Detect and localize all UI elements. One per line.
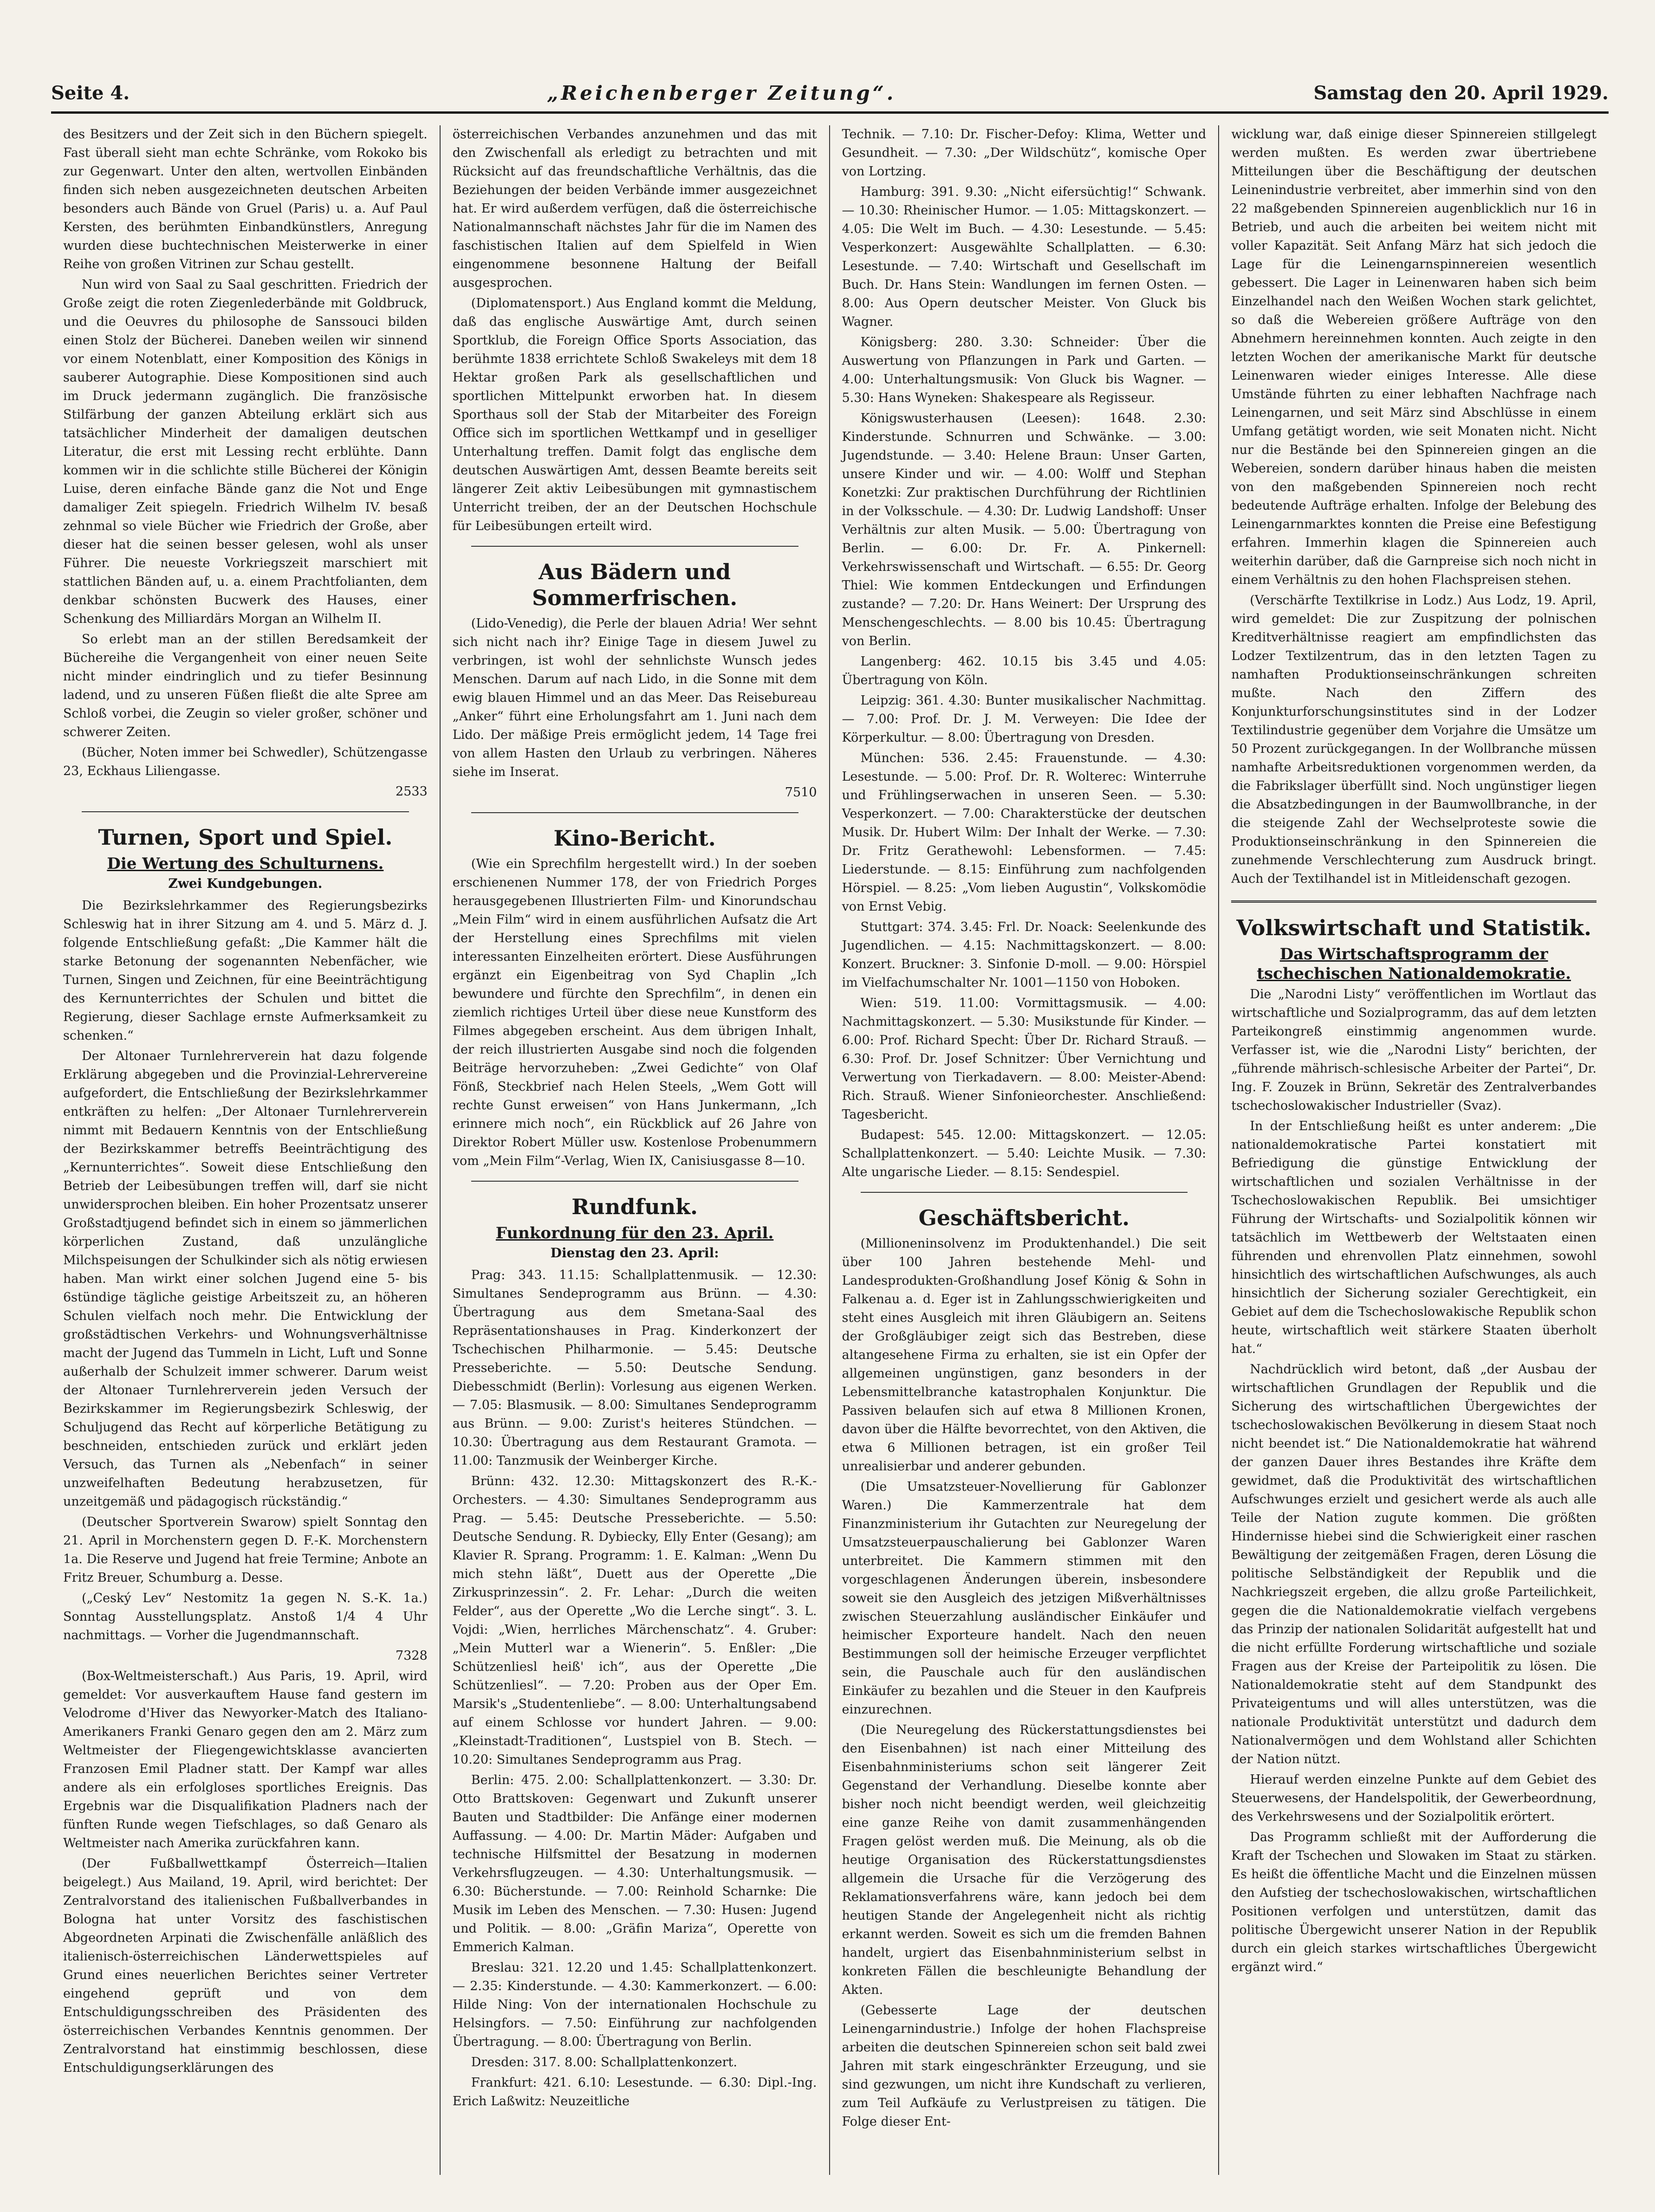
article-subheadline: Zwei Kundgebungen. (168, 876, 323, 891)
article-paragraph: (Die Neuregelung des Rückerstattungsdienstes bei den Eisenbahnen) ist nach einer Mitteilung des Eisenbahnministeriums schon seit längerer Zeit Gegenstand der Verhandlung. Dieselbe konnte aber bisher noch nicht beendigt werden, weil gleichzeitig eine ganze Reihe von damit zusammenhängenden Fragen gelöst werden muß. Die Meinung, als ob die heutige Organisation des Rückerstattungsdienstes allgemein die Ursache für die Verzögerung des Reklamationsverfahrens wäre, kann jedoch bei dem heutigen Stande der Angelegenheit nicht als richtig erkannt werden. Soweit es sich um die fremden Bahnen handelt, urgiert das Eisenbahnministerium selbst in konkreten Fällen die beschleunigte Behandlung der Akten. (842, 1723, 1207, 1997)
article-paragraph: wicklung war, daß einige dieser Spinnereien stillgelegt werden mußten. Es werden zwar übertriebene Mitteilungen über die Beschäftigung der deutschen Leinenindustrie verbreitet, aber immerhin sind von den 22 maßgebenden Spinnereien augenblicklich nur 16 in Betrieb, und auch die arbeiten bei weitem nicht mit voller Kapazität. Seit Anfang März hat sich jedoch die Lage für die Leinengarnspinnereien wesentlich gebessert. Die Lager in Leinenwaren haben sich beim Einzelhandel nach den Weißen Wochen stark gelichtet, so daß die Webereien größere Aufträge von den Abnehmern hereinnehmen konnten. Auch zeigte in den letzten Wochen der amerikanische Markt für deutsche Leinenwaren wieder einiges Interesse. Alle diese Umstände führten zu einer lebhaften Nachfrage nach Leinengarnen, und seit März sind Abschlüsse in einem Umfang getätigt worden, wie seit Monaten nicht. Nicht nur die Bestände bei den Spinnereien gingen an die Webereien, sondern darüber hinaus haben die meisten von den maßgebenden Spinnereien noch recht bedeutende Aufträge erhalten. Infolge der Belebung des Leinengarnmarktes konnten die Preise eine Befestigung erfahren. Immerhin klagen die Spinnereien auch weiterhin darüber, daß die Garnpreise sich noch nicht in einem Verhältnis zu den hohen Flachspreisen stehen. (1231, 127, 1597, 587)
radio-listing: Leipzig: 361. 4.30: Bunter musikalischer Nachmittag. — 7.00: Prof. Dr. J. M. Verweyen: Die Idee der Körperkultur. — 8.00: Übertragung von Dresden. (842, 693, 1207, 745)
ad-number: 7328 (396, 1649, 428, 1663)
radio-listing: Dresden: 317. 8.00: Schallplattenkonzert. (471, 2055, 737, 2070)
divider (471, 1181, 798, 1182)
article-paragraph: (Lido-Venedig), die Perle der blauen Adria! Wer sehnt sich nicht nach ihr? Einige Tage in diesem Juwel zu verbringen, ist wohl der sehnlichste Wunsch jedes Menschen. Darum auf nach Lido, in die Sonne mit dem ewig blauen Himmel und an das Meer. Das Reisebureau „Anker“ führt eine Erholungsfahrt am 1. Juni nach dem Lido. Der mäßige Preis ermöglicht jedem, 14 Tage frei von allem Hasten den Urlaub zu verbringen. Näheres siehe im Inserat. (452, 616, 817, 779)
radio-listing: Frankfurt: 421. 6.10: Lesestunde. — 6.30: Dipl.-Ing. Erich Laßwitz: Neuzeitliche (452, 2076, 817, 2109)
radio-listing: München: 536. 2.45: Frauenstunde. — 4.30: Lesestunde. — 5.00: Prof. Dr. R. Wolterec: Winterruhe und Frühlingserwachen in unseren Seen. — 5.30: Vesperkonzert. — 7.00: Charakterstücke der deutschen Musik. Dr. Hubert Wilm: Der Inhalt der Werke. — 7.30: Dr. Fritz Gerathewohl: Lebensformen. — 7.45: Liederstunde. — 8.15: Einführung zum nachfolgenden Hörspiel. — 8.25: „Vom lieben Augustin“, Volkskomödie von Ernst Vebig. (842, 751, 1207, 914)
article-paragraph: Nachdrücklich wird betont, daß „der Ausbau der wirtschaftlichen Grundlagen der Republik und die Sicherung des wirtschaftlichen Übergewichtes der tschechoslowakischen Bevölkerung in diesem Staat noch nicht beendet ist.“ Die Nationaldemokratie hat während der ganzen Dauer ihres Bestandes ihre Kräfte dem gewidmet, daß die Produktivität des wirtschaftlichen Aufschwunges erzielt und gesichert werde als auch alle Teile der Nation zugute kommen. Die größten Hindernisse hiebei sind die Schwierigkeit einer raschen Bewältigung der zeitgemäßen Fragen, deren Lösung die politische Selbständigkeit der Republik und die Nachkriegszeit ergeben, die allzu große Parteilichkeit, gegen die die Nationaldemokratie vielfach vergebens das Prinzip der nationalen Solidarität aufgestellt hat und die nicht erfüllte Forderung wirtschaftliche und soziale Fragen aus der Kreise der Parteipolitik zu lösen. Die Nationaldemokratie steht auf dem Standpunkt des Privateigentums und will alles unterstützen, was die nationale Produktivität unterstützt und dadurch dem Nationalvermögen und dem Wohlstand aller Schichten der Nation nützt. (1231, 1362, 1597, 1766)
article-paragraph: Das Programm schließt mit der Aufforderung die Kraft der Tschechen und Slowaken im Staat zu stärken. Es heißt die öffentliche Macht und die Einzelnen müssen den Aufstieg der tschechoslowakischen, wirtschaftlichen Positionen verfolgen und unterstützen, damit das politische Übergewicht unserer Nation in der Republik durch ein gleich starkes wirtschaftliches Übergewicht ergänzt wird.“ (1231, 1830, 1597, 1974)
radio-listing: Breslau: 321. 12.20 und 1.45: Schallplattenkonzert. — 2.35: Kinderstunde. — 4.30: Kammerkonzert. — 6.00: Hilde Ning: Von der internationalen Hochschule zu Helsingfors. — 7.50: Einführung zur nachfolgenden Übertragung. — 8.00: Übertragung von Berlin. (452, 1960, 817, 2049)
ad-number: 2533 (396, 784, 428, 799)
radio-listing: Wien: 519. 11.00: Vormittagsmusik. — 4.00: Nachmittagskonzert. — 5.30: Musikstunde für Kinder. — 6.00: Prof. Richard Specht: Über Dr. Richard Strauß. — 6.30: Prof. Dr. Josef Schnitzer: Über Vernichtung und Verwertung von Tierkadavern. — 8.00: Meister-Abend: Rich. Strauß. Wiener Sinfonieorchester. Anschließend: Tagesbericht. (842, 996, 1207, 1122)
article-paragraph: (Deutscher Sportverein Swarow) spielt Sonntag den 21. April in Morchenstern gegen D. F.-K. Morchenstern 1a. Die Reserve und Jugend hat freie Termine; Anbote an Fritz Breuer, Schumburg a. Desse. (63, 1515, 428, 1585)
radio-listing: Prag: 343. 11.15: Schallplattenmusik. — 12.30: Simultanes Sendeprogramm aus Brünn. — 4.30: Übertragung aus dem Smetana-Saal des Repräsentationshauses in Prag. Kinderkonzert der Tschechischen Philharmonie. — 5.45: Deutsche Presseberichte. — 5.50: Deutsche Sendung. Diebesschmidt (Berlin): Vorlesung aus eigenen Werken. — 7.05: Blasmusik. — 8.00: Simultanes Sendeprogramm aus Brünn. — 9.00: Zurist's heiteres Stündchen. — 10.30: Übertragung aus dem Restaurant Gramota. — 11.00: Tanzmusik der Weinberger Kirche. (452, 1268, 817, 1468)
page-number: Seite 4. (51, 82, 130, 104)
article-paragraph: Die Bezirkslehrkammer des Regierungsbezirks Schleswig hat in ihrer Sitzung am 4. und 5. März d. J. folgende Entschließung gefaßt: „Die Kammer hält die starke Betonung der sogenannten Nebenfächer, wie Turnen, Singen und Zeichnen, für eine Beeinträchtigung des Kernunterrichtes der Schulen und bittet die Regierung, dieser Sachlage ernste Aufmerksamkeit zu schenken.“ (63, 899, 428, 1043)
article-paragraph: (Diplomatensport.) Aus England kommt die Meldung, daß das englische Auswärtige Amt, durch seinen Sportklub, die Foreign Office Sports Association, das berühmte 1838 errichtete Schloß Swakeleys mit dem 18 Hektar großen Park als gesellschaftlichen und sportlichen Mittelpunkt erworben hat. In diesem Sporthaus soll der Stab der Mitarbeiter des Foreign Office sich im sportlichen Wettkampf und in geselliger Unterhaltung treffen. Damit folgt das englische dem deutschen Auswärtigen Amt, dessen Beamte bereits seit längerer Zeit aktiv Leibesübungen mit gymnastischem Unterricht treiben, der an der Deutschen Hochschule für Leibesübungen erteilt wird. (452, 296, 817, 533)
column-4 (1219, 125, 1609, 2175)
section-title-baeder: Aus Bädern und Sommerfrischen. (532, 559, 738, 610)
section-title-kino: Kino-Bericht. (553, 826, 716, 851)
advertisement-note: (Bücher, Noten immer bei Schwedler), Schützengasse 23, Eckhaus Liliengasse. (63, 745, 428, 778)
article-subheadline: Dienstag den 23. April: (550, 1245, 719, 1261)
divider (471, 546, 798, 547)
column-1 (51, 125, 441, 2175)
article-paragraph: österreichischen Verbandes anzunehmen und das mit den Zwischenfall als erledigt zu betrachten und mit Rücksicht auf das freundschaftliche Verhältnis, das die Beziehungen der beiden Verbände immer ausgezeichnet hat. Er wird außerdem verfügen, daß die österreichische Nationalmannschaft nächstes Jahr für die im Namen des faschistischen Italien auf dem Spielfeld in Wien eingenommene besonnene Haltung der Beifall ausgesprochen. (452, 127, 817, 290)
article-paragraph: (Box-Weltmeisterschaft.) Aus Paris, 19. April, wird gemeldet: Vor ausverkauftem Hause fand gestern im Velodrome d'Hiver das Newyorker-Match des Italiano-Amerikaners Franki Genaro gegen den am 2. März zum Weltmeister der Fliegengewichtsklasse avancierten Franzosen Emil Pladner statt. Der Kampf war alles andere als ein erfolgloses sportliches Ereignis. Das Ergebnis war die Disqualifikation Pladners nach der fünften Runde wegen Tiefschlages, so daß Genaro als Weltmeister nach Amerika zurückfahren kann. (63, 1669, 428, 1850)
radio-listing: Königswusterhausen (Leesen): 1648. 2.30: Kinderstunde. Schnurren und Schwänke. — 3.00: Jugendstunde. — 3.40: Helene Braun: Unser Garten, unsere Kinder und wir. — 4.00: Wolff und Stephan Konetzki: Zur praktischen Durchführung der Richtlinien in der Volksschule. — 4.30: Dr. Ludwig Landshoff: Unser Verhältnis zur alten Musik. — 5.00: Übertragung von Berlin. — 6.00: Dr. Fr. A. Pinkernell: Verkehrswissenschaft und Wirtschaft. — 6.55: Dr. Georg Thiel: Wie kommen Entdeckungen und Erfindungen zustande? — 7.20: Dr. Hans Weinert: Der Ursprung des Menschengeschlechts. — 8.00 bis 10.45: Übertragung von Berlin. (842, 411, 1207, 648)
column-2 (441, 125, 830, 2175)
divider (861, 1192, 1188, 1193)
article-paragraph: Der Altonaer Turnlehrerverein hat dazu folgende Erklärung abgegeben und die Provinzial-Lehrervereine aufgefordert, die Entschließung der Bezirkslehrkammer entkräften zu helfen: „Der Altonaer Turnlehrerverein nimmt mit Bedauern Kenntnis von der Entschließung der Bezirkskammer betreffs Beeinträchtigung des „Kernunterrichtes“. Soweit diese Entschließung den Betrieb der Leibesübungen treffen will, darf sie nicht unwidersprochen bleiben. Ein hoher Prozentsatz unserer Großstadtjugend befindet sich in einem so jämmerlichen körperlichen Zustand, daß unzulängliche Milchspeisungen der Schulkinder sich als nötig erwiesen haben. Man wirkt einer solchen Jugend eine 5- bis 6stündige tägliche geistige Arbeitszeit zu, an höheren Schulen vielfach noch mehr. Die Entwicklung der großstädtischen Verkehrs- und Wohnungsverhältnisse macht der Jugend das Tummeln in Licht, Luft und Sonne außerhalb der Schulzeit immer schwerer. Darum weist der Altonaer Turnlehrerverein jeden Versuch der Bezirkskammer im Regierungsbezirk Schleswig, der Schuljugend das Recht auf körperliche Betätigung zu beschneiden, entschieden zurück und erklärt jeden Versuch, das Turnen als „Nebenfach“ in seiner unzweifelhaften Bedeutung herabzusetzen, für unzeitgemäß und pädagogisch rückständig.“ (63, 1049, 428, 1509)
section-title-rundfunk: Rundfunk. (571, 1194, 698, 1219)
radio-listing: Berlin: 475. 2.00: Schallplattenkonzert. — 3.30: Dr. Otto Brattskoven: Gegenwart und Zukunft unserer Bauten und Stadtbilder: Die Anfänge einer modernen Auffassung. — 4.00: Dr. Martin Mäder: Aufgaben und technische Hilfsmittel der Besatzung in modernen Verkehrsflugzeugen. — 4.30: Unterhaltungsmusik. — 6.30: Bücherstunde. — 7.00: Reinhold Scharnke: Die Musik im Leben des Menschen. — 7.30: Husen: Jugend und Politik. — 8.00: „Gräfin Mariza“, Operette von Emmerich Kalman. (452, 1773, 817, 1954)
radio-listing: Budapest: 545. 12.00: Mittagskonzert. — 12.05: Schallplattenkonzert. — 5.40: Leichte Musik. — 7.30: Alte ungarische Lieder. — 8.15: Sendespiel. (842, 1128, 1207, 1179)
article-paragraph: Hierauf werden einzelne Punkte auf dem Gebiet des Steuerwesens, der Handelspolitik, der Gewerbeordnung, des Verkehrswesens und der Sozialpolitik erörtert. (1231, 1772, 1597, 1824)
article-paragraph: (Die Umsatzsteuer-Novellierung für Gablonzer Waren.) Die Kammerzentrale hat dem Finanzministerium ihr Gutachten zur Neuregelung der Umsatzsteuerpauschalierung bei Gablonzer Waren unterbreitet. Die Kammern stimmen mit den vorgeschlagenen Änderungen überein, insbesondere soweit sie den Ausgleich des jetzigen Mißverhältnisses zwischen Steuerzahlung ausländischer Einkäufer und heimischer Exporteure handelt. Nach den neuen Bestimmungen soll der heimische Erzeuger verpflichtet sein, die Pauschale auch für den ausländischen Einkäufer zu bezahlen und die Steuer in den Kaufpreis einzurechnen. (842, 1480, 1207, 1717)
article-paragraph: (Millioneninsolvenz im Produktenhandel.) Die seit über 100 Jahren bestehende Mehl- und Landesprodukten-Großhandlung Josef König & Sohn in Falkenau a. d. Eger ist in Zahlungsschwierigkeiten und steht eines Ausgleich mit ihren Gläubigern an. Seitens der Großgläubiger zeigt sich das Bestreben, diese altangesehene Firma zu erhalten, sie ist ein Opfer der allgemeinen ungünstigen, ganz besonders in der Lebensmittelbranche katastrophalen Konjunktur. Die Passiven belaufen sich auf etwa 8 Millionen Kronen, davon über die Hälfte bevorrechtet, von den Aktiven, die etwa 6 Millionen betragen, ist ein großer Teil unrealisierbar und anderer gebunden. (842, 1236, 1207, 1474)
radio-listing: Langenberg: 462. 10.15 bis 3.45 und 4.05: Übertragung von Köln. (842, 654, 1207, 687)
radio-listing: Hamburg: 391. 9.30: „Nicht eifersüchtig!“ Schwank. — 10.30: Rheinischer Humor. — 1.05: Mittagskonzert. — 4.05: Die Welt im Buch. — 4.30: Lesestunde. — 5.45: Vesperkonzert: Ausgewählte Schallplatten. — 6.30: Lesestunde. — 7.40: Wirtschaft und Gesellschaft im Buch. Dr. Hans Stein: Wandlungen im fernen Osten. — 8.00: Aus Opern deutscher Meister. Von Gluck bis Wagner. (842, 185, 1207, 329)
radio-listing: Brünn: 432. 12.30: Mittagskonzert des R.-K.-Orchesters. — 4.30: Simultanes Sendeprogramm aus Prag. — 5.45: Deutsche Presseberichte. — 5.50: Deutsche Sendung. R. Dybiecky, Elly Enter (Gesang); am Klavier R. Sprang. Programm: 1. E. Kalman: „Wenn Du mich stehn läßt“, Duett aus der Operette „Die Zirkusprinzessin“. 2. Fr. Lehar: „Durch die weiten Felder“, aus der Operette „Wo die Lerche singt“. 3. L. Vojdi: „Wien, herrliches Märchenschatz“. 4. Gruber: „Mein Mutterl war a Wienerin“. 5. Enßler: „Die Schützenliesl heiß' ich“, aus der Operette „Die Schützenliesl“. — 7.20: Proben aus der Oper Em. Marsik's „Studentenliebe“. — 8.00: Unterhaltungsabend auf einem Schlosse vor hundert Jahren. — 9.00: „Kleinstadt-Traditionen“, Lustspiel von B. Stech. — 10.20: Simultanes Sendeprogramm aus Prag. (452, 1474, 817, 1767)
article-paragraph: („Ceský Lev“ Nestomitz 1a gegen N. S.-K. 1a.) Sonntag Ausstellungsplatz. Anstoß 1/4 4 Uhr nachmittags. — Vorher die Jugendmannschaft. (63, 1591, 428, 1643)
radio-listing: Stuttgart: 374. 3.45: Frl. Dr. Noack: Seelenkunde des Jugendlichen. — 4.15: Nachmittagskonzert. — 8.00: Konzert. Bruckner: 3. Sinfonie D-moll. — 9.00: Hörspiel im Vielfachumschalter Nr. 1001—1150 von Hoboken. (842, 920, 1207, 990)
article-paragraph: (Verschärfte Textilkrise in Lodz.) Aus Lodz, 19. April, wird gemeldet: Die zur Zuspitzung der polnischen Kreditverhältnisse reagiert am empfindlichsten das Lodzer Textilzentrum, das in den letzten Tagen zu namhaften Produktionseinschränkungen schreiten mußte. Nach den Ziffern des Konjunkturforschungsinstitutes sind in der Lodzer Textilindustrie gegenüber dem Vorjahre die Umsätze um 50 Prozent zurückgegangen. In der Wollbranche müssen namhafte Arbeitsreduktionen vorgenommen werden, da die Fabrikslager überfüllt sind. Noch ungünstiger liegen die Absatzbedingungen in der Baumwollbranche, in der die steigende Zahl der Wechselproteste sowie die Produktionseinschränkung in den Spinnereien die zunehmende Verschlechterung zum Ausdruck bringt. Auch der Textilhandel ist in Mitleidenschaft gezogen. (1231, 593, 1597, 886)
article-paragraph: Nun wird von Saal zu Saal geschritten. Friedrich der Große zeigt die roten Ziegenlederbände mit Goldbruck, und die Oeuvres du philosophe de Sanssouci bilden einen Stolz der Bücherei. Daneben weilen wir sinnend vor einem Notenblatt, einer Komposition des Königs in sauberer Autographie. Diese Kompositionen sind auch im Druck jedermann zugänglich. Die französische Stilfärbung der ganzen Abteilung erklärt sich aus tatsächlicher Minderheit der damaligen deutschen Literatur, die erst mit Lessing recht erblühte. Dann kommen wir in die schlichte stille Bücherei der Königin Luise, deren einfache Bände ganz die Not und Enge damaliger Zeit spiegeln. Friedrich Wilhelm IV. besaß zehnmal so viele Bücher wie Friedrich der Große, aber dieser hat die seinen besser gelesen, wohl als unser Führer. Die neueste Vorkriegszeit marschiert mit stattlichen Bänden auf, u. a. einem Prachtfolianten, dem denkbar schönsten Bucwerk des Hauses, einer Schenkung des Milliardärs Morgan an Wilhelm II. (63, 278, 428, 626)
radio-listing: Technik. — 7.10: Dr. Fischer-Defoy: Klima, Wetter und Gesundheit. — 7.30: „Der Wildschütz“, komische Oper von Lortzing. (842, 127, 1207, 179)
article-columns (51, 125, 1609, 2175)
article-paragraph: des Besitzers und der Zeit sich in den Büchern spiegelt. Fast überall sieht man echte Schränke, vom Rokoko bis zur Gegenwart. Unter den alten, wertvollen Einbänden finden sich neben ausgezeichneten deutschen Arbeiten besonders auch Bände von Gruel (Paris) u. a. Auf Paul Kersten, des berühmten Einbandkünstlers, Anregung wurden diese buchtechnischen Meisterwerke in einer Reihe von großen Vitrinen zur Schau gestellt. (63, 127, 428, 272)
divider (82, 811, 409, 812)
newspaper-title: „Reichenberger Zeitung“. (547, 81, 896, 104)
column-3 (830, 125, 1220, 2175)
section-title-geschaeft: Geschäftsbericht. (918, 1205, 1130, 1230)
divider (1231, 900, 1597, 903)
article-paragraph: In der Entschließung heißt es unter anderem: „Die nationaldemokratische Partei konstatiert mit Befriedigung die günstige Entwicklung der wirtschaftlichen und sozialen Verhältnisse in der Tschechoslowakischen Republik. Bei umsichtiger Führung der Wirtschafts- und Sozialpolitik können wir tatsächlich im Wettbewerb der Weltstaaten einen führenden und ehrenvollen Platz einnehmen, sowohl hinsichtlich des wirtschaftlichen Aufschwunges, als auch hinsichtlich der Sicherung sozialer Gerechtigkeit, ein Gebiet auf dem die Tschechoslowakische Republik schon heute, wirtschaftlich weit stärkere Staaten überholt hat.“ (1231, 1119, 1597, 1356)
section-title-volkswirtschaft: Volkswirtschaft und Statistik. (1236, 915, 1591, 940)
article-paragraph: (Wie ein Sprechfilm hergestellt wird.) In der soeben erschienenen Nummer 178, der von Friedrich Porges herausgegebenen Illustrierten Film- und Kinorundschau „Mein Film“ wird in einem ausführlichen Aufsatz die Art der Herstellung eines Sprechfilms mit vielen interessanten Einzelheiten erörtert. Diese Ausführungen ergänzt ein Eigenbeitrag von Syd Chaplin „Ich bewundere und fürchte den Sprechfilm“, in denen ein ziemlich richtiges Urteil über diese neue Kunstform des Filmes abgegeben erscheint. Aus dem übrigen Inhalt, der reich illustrierten Ausgabe sind noch die folgenden Beiträge hervorzuheben: „Zwei Gedichte“ von Olaf Fönß, Steckbrief nach Helen Steels, „Wem Gott will rechte Gunst erweisen“ von Hans Junkermann, „Ich erinnere mich noch“, ein Rückblick auf 26 Jahre von Direktor Robert Müller usw. Kostenlose Probenummern vom „Mein Film“-Verlag, Wien IX, Canisiusgasse 8—10. (452, 857, 817, 1168)
ad-number: 7510 (785, 785, 817, 800)
article-paragraph: Die „Narodni Listy“ veröffentlichen im Wortlaut das wirtschaftliche und Sozialprogramm, das auf dem letzten Parteikongreß einstimmig angenommen wurde. Verfasser ist, wie die „Narodni Listy“ berichten, der „führende mährisch-schlesische Arbeiter der Partei“, Dr. Ing. F. Zouzek in Brünn, Sekretär des Zentralverbandes tschechoslowakischer Industrieller (Svaz). (1231, 987, 1597, 1113)
article-headline: Die Wertung des Schulturnens. (107, 854, 384, 873)
issue-date: Samstag den 20. April 1929. (1313, 82, 1609, 104)
article-paragraph: So erlebt man an der stillen Beredsamkeit der Büchereihe die Vergangenheit von einer neuen Seite nicht minder eindringlich und zu tiefer Besinnung ladend, und zu unseren Füßen fließt die alte Spree am Schloß vorbei, die Zeugin so vieler großer, schöner und schwerer Zeiten. (63, 632, 428, 739)
divider (471, 812, 798, 813)
article-paragraph: (Der Fußballwettkampf Österreich—Italien beigelegt.) Aus Mailand, 19. April, wird berichtet: Der Zentralvorstand des italienischen Fußballverbandes in Bologna hat unter Vorsitz des faschistischen Abgeordneten Arpinati die Zwischenfälle anläßlich des italienisch-österreichischen Länderwettspieles auf Grund eines neuerlichen Berichtes seiner Vertreter eingehend geprüft und von dem Entschuldigungsschreiben des Präsidenten des österreichischen Verbandes Kenntnis genommen. Der Zentralvorstand hat einstimmig beschlossen, diese Entschuldigungserklärungen des (63, 1856, 428, 2075)
section-title-sport: Turnen, Sport und Spiel. (98, 825, 393, 850)
article-headline: Funkordnung für den 23. April. (495, 1224, 774, 1242)
article-headline: Das Wirtschaftsprogramm der tschechischen Nationaldemokratie. (1257, 945, 1571, 983)
radio-listing: Königsberg: 280. 3.30: Schneider: Über die Auswertung von Pflanzungen in Park und Garten. — 4.00: Unterhaltungsmusik: Von Gluck bis Wagner. — 5.30: Hans Wyneken: Shakespeare als Regisseur. (842, 335, 1207, 405)
article-paragraph: (Gebesserte Lage der deutschen Leinengarnindustrie.) Infolge der hohen Flachspreise arbeiten die deutschen Spinnereien schon seit bald zwei Jahren mit stark eingeschränkter Erzeugung, und sie sind gezwungen, um nicht ihre Kundschaft zu verlieren, zum Teil Aufkäufe zu Verlustpreisen zu tätigen. Die Folge dieser Ent- (842, 2003, 1207, 2129)
page-header (51, 79, 1609, 114)
